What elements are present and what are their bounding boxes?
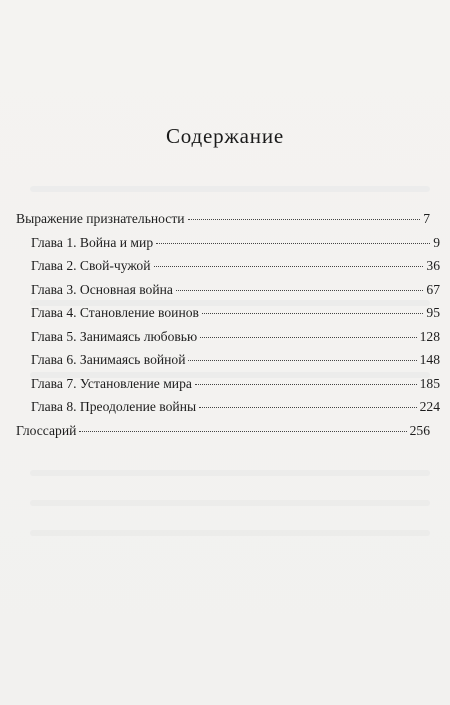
toc-entry-label: Глава 1. Война и мир	[31, 234, 154, 250]
dot-leader	[154, 266, 424, 267]
toc-entry-chapter-1[interactable]	[31, 235, 440, 251]
dot-leader	[156, 243, 430, 244]
toc-entry-page: 185	[419, 375, 440, 391]
dot-leader	[188, 360, 416, 361]
toc-entry-page: 224	[419, 399, 440, 414]
toc-entry-page: 9	[433, 234, 440, 250]
bleed-through-line	[30, 530, 430, 536]
toc-entry-chapter-2[interactable]	[31, 258, 440, 274]
bleed-through-line	[30, 470, 430, 476]
dot-leader	[188, 219, 421, 220]
toc-entry-page: 67	[426, 281, 440, 297]
toc-entry-label: Глава 3. Основная война	[31, 281, 173, 297]
toc-entry-label: Глава 6. Занимаясь войной	[31, 352, 186, 367]
dot-leader	[202, 313, 423, 314]
dot-leader	[79, 431, 406, 432]
page-title: Содержание	[165, 124, 285, 148]
toc-entry-chapter-8[interactable]	[31, 399, 440, 415]
toc-entry-page: 148	[419, 352, 440, 367]
toc-entry-chapter-4[interactable]	[31, 305, 440, 321]
bleed-through-line	[30, 500, 430, 506]
toc-entry-glossary[interactable]	[16, 423, 430, 439]
toc-entry-page: 7	[423, 211, 430, 226]
toc-entry-chapter-5[interactable]	[31, 329, 440, 345]
toc-entry-label: Глава 2. Свой-чужой	[31, 258, 151, 273]
toc-entry-page: 128	[419, 328, 440, 344]
bleed-through-line	[30, 186, 430, 192]
toc-entry-label: Глоссарий	[16, 422, 77, 438]
dot-leader	[195, 384, 417, 385]
toc-entry-label: Глава 8. Преодоление войны	[31, 399, 197, 414]
toc-entry-chapter-6[interactable]	[31, 352, 440, 368]
toc-entry-label: Глава 7. Установление мира	[31, 375, 192, 391]
dot-leader	[199, 407, 417, 408]
dot-leader	[176, 290, 423, 291]
toc-entry-chapter-3[interactable]	[31, 282, 440, 298]
toc-entry-page: 36	[426, 258, 440, 273]
toc-entry-acknowledgements[interactable]	[16, 211, 430, 227]
toc-entry-page: 256	[409, 422, 430, 438]
toc-entry-label: Выражение признательности	[16, 211, 185, 226]
toc-entry-chapter-7[interactable]	[31, 376, 440, 392]
dot-leader	[200, 337, 416, 338]
toc-entry-page: 95	[426, 305, 440, 320]
toc-entry-label: Глава 4. Становление воинов	[31, 305, 199, 320]
toc-entry-label: Глава 5. Занимаясь любовью	[31, 328, 198, 344]
